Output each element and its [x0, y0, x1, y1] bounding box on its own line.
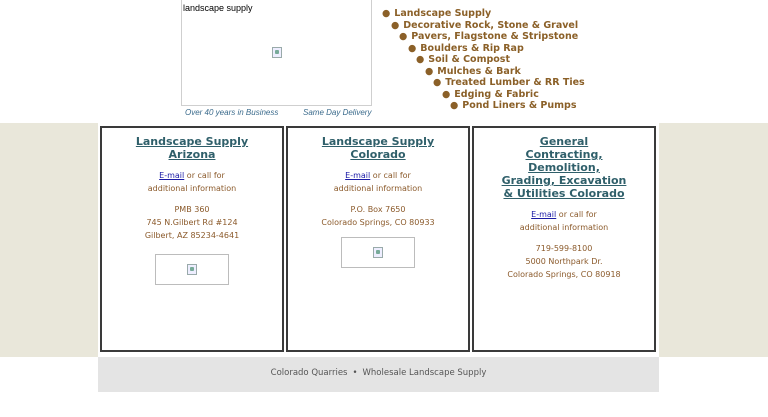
address-line: 5000 Northpark Dr. [525, 257, 603, 266]
contact-info [474, 208, 654, 234]
footer-link-wholesale[interactable]: Wholesale Landscape Supply [362, 368, 487, 378]
service-item[interactable] [416, 54, 510, 65]
tagline-experience: Over 40 years in Business [185, 108, 279, 117]
bullet-icon: ● [433, 77, 442, 88]
bullet-icon: ● [442, 89, 451, 100]
card-title-link[interactable]: General Contracting, Demolition, Grading, Excavation & Utilities Colorado [501, 135, 627, 200]
address-line: Colorado Springs, CO 80918 [507, 270, 621, 279]
service-label: Pond Liners & Pumps [462, 100, 577, 111]
map-image[interactable] [155, 254, 229, 285]
bullet-icon: ● [425, 66, 434, 77]
service-item[interactable] [450, 100, 577, 111]
address-line: 719-599-8100 [535, 244, 593, 253]
separator-icon: • [352, 368, 358, 378]
info-text-line2: additional information [519, 223, 609, 232]
service-item[interactable] [408, 43, 524, 54]
address-line: P.O. Box 7650 [350, 205, 406, 214]
address [102, 203, 282, 242]
map-image[interactable] [341, 237, 415, 268]
service-item[interactable] [382, 8, 491, 19]
card-title-link[interactable]: Landscape Supply Colorado [321, 135, 435, 161]
service-item[interactable] [433, 77, 585, 88]
service-label: Soil & Compost [428, 54, 510, 65]
services-list [0, 8, 768, 118]
bullet-icon: ● [382, 8, 391, 19]
service-label: Mulches & Bark [437, 66, 521, 77]
email-link[interactable]: E-mail [345, 171, 371, 180]
address-line: Gilbert, AZ 85234-4641 [144, 231, 240, 240]
contact-info [288, 169, 468, 195]
info-text-line2: additional information [333, 184, 423, 193]
bullet-icon: ● [408, 43, 417, 54]
location-card-colorado [286, 126, 470, 352]
service-item[interactable] [391, 20, 578, 31]
footer-link-quarries[interactable]: Colorado Quarries [270, 368, 348, 378]
address [288, 203, 468, 229]
bullet-icon: ● [399, 31, 408, 42]
info-text: or call for [556, 210, 597, 219]
service-label: Edging & Fabric [454, 89, 539, 100]
card-title-link[interactable]: Landscape Supply Arizona [135, 135, 249, 161]
location-card-contracting [472, 126, 656, 352]
service-label: Landscape Supply [394, 8, 492, 19]
info-text: or call for [184, 171, 225, 180]
logo-alt-text: landscape supply [183, 3, 253, 13]
bullet-icon: ● [391, 20, 400, 31]
footer-links [98, 368, 659, 378]
location-card-arizona [100, 126, 284, 352]
page-header [0, 0, 768, 123]
service-item[interactable] [442, 89, 539, 100]
bullet-icon: ● [416, 54, 425, 65]
tagline-delivery: Same Day Delivery [303, 108, 372, 117]
info-text-line2: additional information [147, 184, 237, 193]
service-label: Boulders & Rip Rap [420, 43, 524, 54]
service-label: Pavers, Flagstone & Stripstone [411, 31, 579, 42]
service-label: Decorative Rock, Stone & Gravel [403, 20, 579, 31]
service-item[interactable] [425, 66, 521, 77]
service-label: Treated Lumber & RR Ties [445, 77, 585, 88]
page-footer [98, 357, 659, 392]
contact-info [102, 169, 282, 195]
address-line: 745 N.Gilbert Rd #124 [146, 218, 238, 227]
broken-image-icon [187, 264, 197, 275]
address-line: Colorado Springs, CO 80933 [321, 218, 435, 227]
service-item[interactable] [399, 31, 578, 42]
email-link[interactable]: E-mail [159, 171, 185, 180]
info-text: or call for [370, 171, 411, 180]
address-line: PMB 360 [174, 205, 210, 214]
bullet-icon: ● [450, 100, 459, 111]
address [474, 242, 654, 281]
email-link[interactable]: E-mail [531, 210, 557, 219]
broken-image-icon [373, 247, 383, 258]
